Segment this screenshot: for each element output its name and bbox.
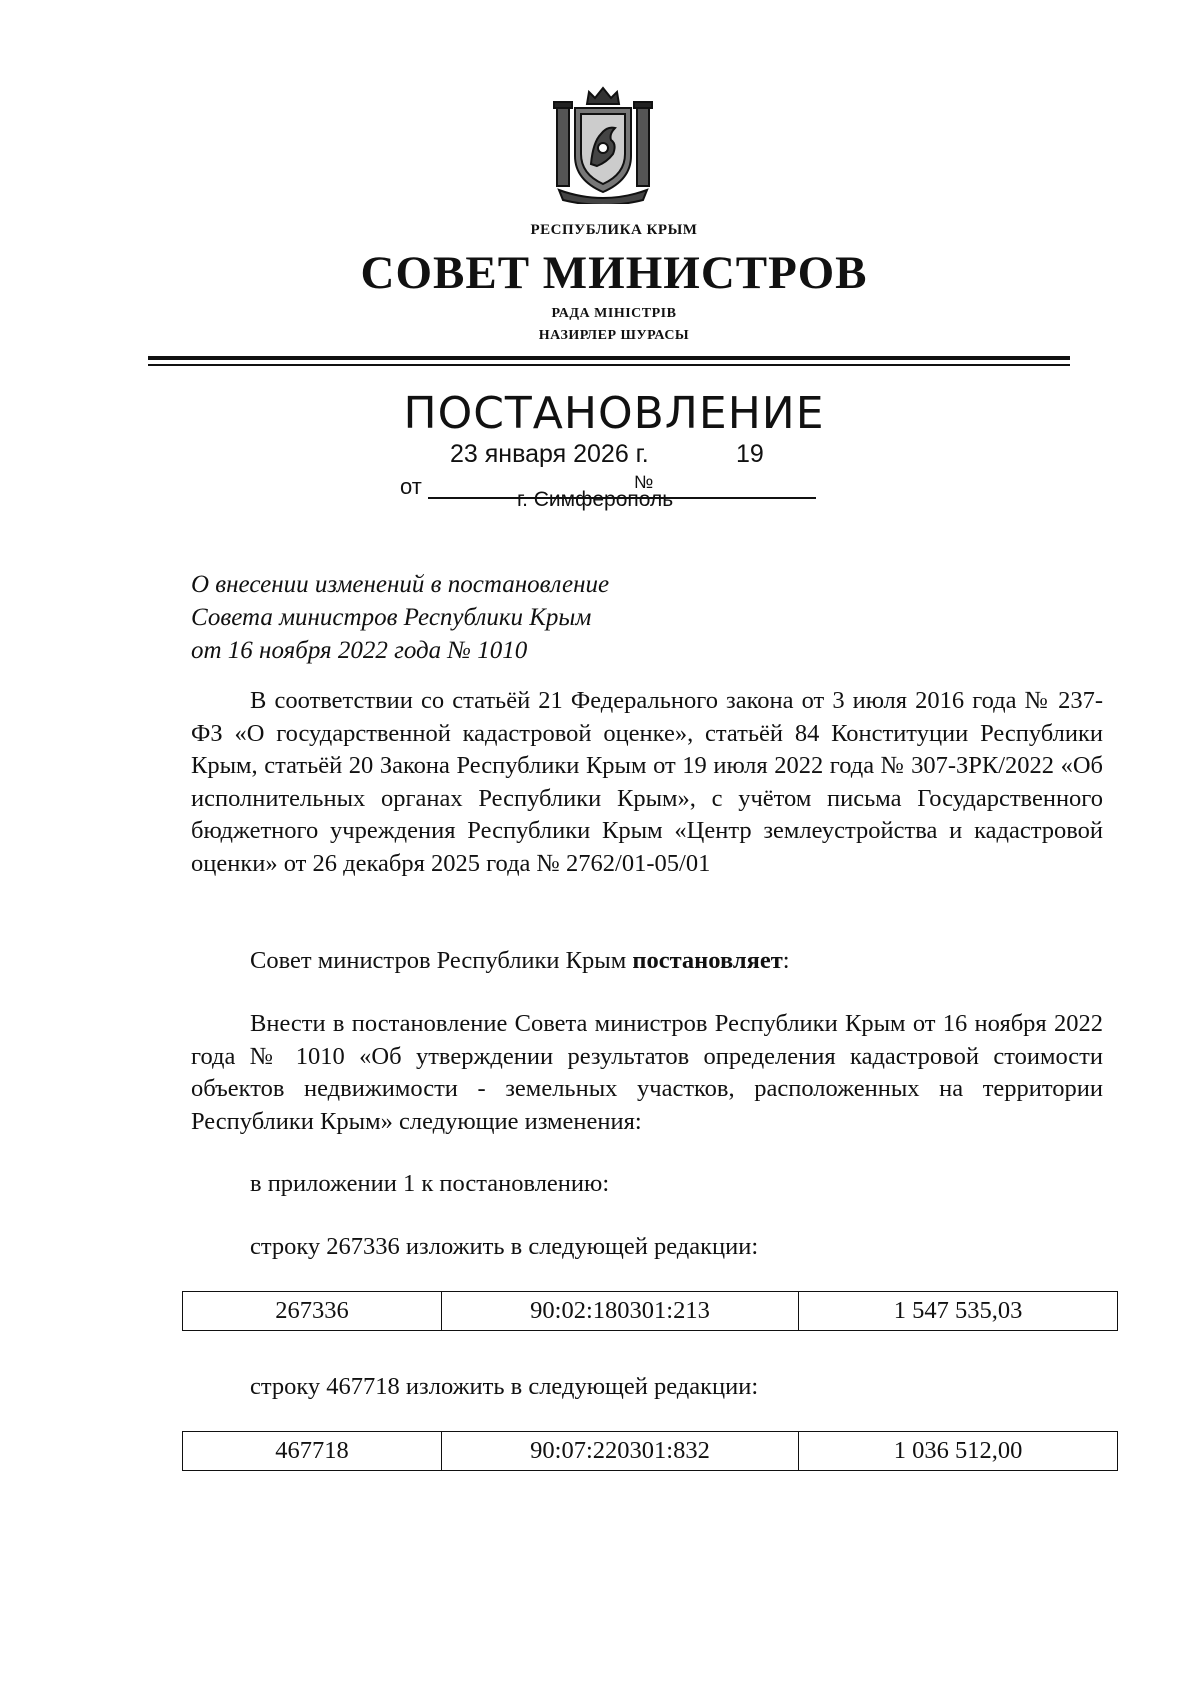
decree-subject: [191, 568, 609, 667]
amend-paragraph: Внести в постановление Совета министров Республики Крым от 16 ноября 2022 года № 1010 «Об утверждении результатов определения кадастровой стоимости объектов недвижимости - земельных участков, расположенных на территории Республики Крым» следующие изменения:: [191, 1010, 1103, 1135]
republic-name: РЕСПУБЛИКА КРЫМ: [530, 222, 698, 238]
resolves-text: Совет министров Республики Крым: [250, 947, 633, 974]
appendix-line: в приложении 1 к постановлению:: [250, 1170, 610, 1197]
row-number-cell: 267336: [183, 1292, 442, 1331]
table-row: [183, 1292, 1118, 1331]
crimea-coat-of-arms-icon: [551, 82, 655, 204]
row-number-cell: 467718: [183, 1432, 442, 1471]
date-prefix: от: [400, 474, 422, 499]
resolves-paragraph: [250, 945, 790, 978]
decree-title: ПОСТАНОВЛЕНИЕ: [403, 388, 825, 439]
preamble-paragraph: В соответствии со статьёй 21 Федерального закона от 3 июля 2016 года № 237-ФЗ «О государственной кадастровой оценке», статьёй 84 Конституции Республики Крым, статьёй 20 Закона Республики Крым от 19 июля 2022 года № 307-ЗРК/2022 «Об исполнительных органах Республики Крым», с учётом письма Государственного бюджетного учреждения Республики Крым «Центр землеустройства и кадастровой оценки» от 26 декабря 2025 года № 2762/01-05/01: [191, 687, 1103, 877]
header-rule-thick: [148, 356, 1070, 360]
council-name-ukrainian: РАДА МІНІСТРІВ: [551, 306, 677, 321]
subject-line: Совета министров Республики Крым: [191, 604, 592, 631]
header-rule-thin: [148, 364, 1070, 366]
resolves-colon: :: [782, 947, 790, 974]
council-name: СОВЕТ МИНИСТРОВ: [360, 247, 868, 299]
cadastral-value-cell: 1 036 512,00: [799, 1432, 1118, 1471]
table-row: [183, 1432, 1118, 1471]
decree-date: 23 января 2026 г.: [450, 440, 649, 468]
resolves-keyword: постановляет: [632, 947, 783, 974]
decree-city: г. Симферополь: [517, 488, 674, 511]
subject-line: от 16 ноября 2022 года № 1010: [191, 637, 528, 664]
row2-intro: строку 467718 изложить в следующей редакции:: [250, 1373, 759, 1400]
council-name-crimean-tatar: НАЗИРЛЕР ШУРАСЫ: [538, 328, 690, 343]
cadastral-number-cell: 90:02:180301:213: [442, 1292, 799, 1331]
row1-intro: строку 267336 изложить в следующей редакции:: [250, 1233, 759, 1260]
number-label: №: [634, 472, 654, 492]
decree-number: 19: [736, 440, 764, 468]
cadastral-number-cell: 90:07:220301:832: [442, 1432, 799, 1471]
replacement-table-1: [182, 1291, 1118, 1331]
subject-line: О внесении изменений в постановление: [191, 571, 610, 598]
cadastral-value-cell: 1 547 535,03: [799, 1292, 1118, 1331]
replacement-table-2: [182, 1431, 1118, 1471]
